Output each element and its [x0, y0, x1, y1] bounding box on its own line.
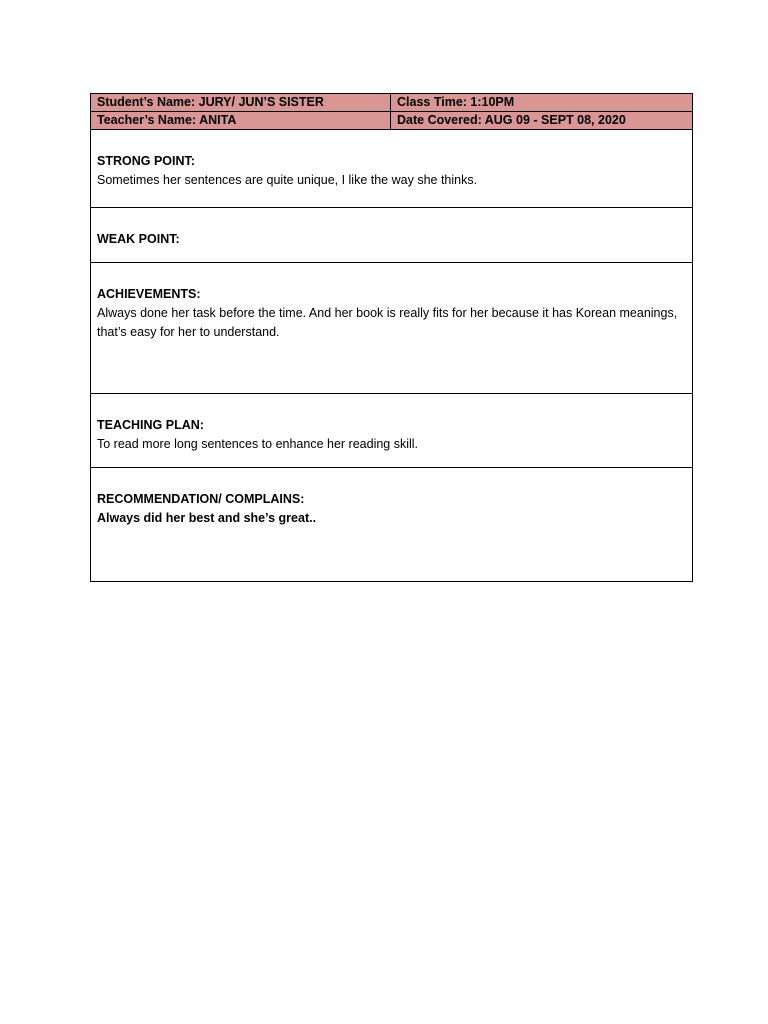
strong-point-label: STRONG POINT: [97, 154, 195, 168]
recommendation-row [91, 468, 693, 582]
achievements-row [91, 263, 693, 394]
strong-point-row [91, 130, 693, 208]
recommendation-text: Always did her best and she’s great.. [97, 511, 317, 525]
recommendation-label: RECOMMENDATION/ COMPLAINS: [97, 492, 305, 506]
student-name-cell: Student’s Name: JURY/ JUN’S SISTER [91, 94, 391, 112]
recommendation-section [91, 468, 693, 582]
achievements-text: Always done her task before the time. And her book is really fits for her because it has Korean meanings, that’s easy for her to understand. [97, 306, 678, 339]
strong-point-section [91, 130, 693, 208]
student-report-table [90, 93, 693, 582]
class-time-cell: Class Time: 1:10PM [391, 94, 693, 112]
achievements-label: ACHIEVEMENTS: [97, 287, 201, 301]
weak-point-label: WEAK POINT: [97, 232, 180, 246]
weak-point-row [91, 208, 693, 263]
header-row-2 [91, 112, 693, 130]
teaching-plan-row [91, 394, 693, 468]
strong-point-text: Sometimes her sentences are quite unique, I like the way she thinks. [97, 173, 478, 187]
teaching-plan-text: To read more long sentences to enhance her reading skill. [97, 437, 419, 451]
achievements-section [91, 263, 693, 394]
teaching-plan-section [91, 394, 693, 468]
header-row-1 [91, 94, 693, 112]
date-covered-cell: Date Covered: AUG 09 - SEPT 08, 2020 [391, 112, 693, 130]
weak-point-section [91, 208, 693, 263]
teaching-plan-label: TEACHING PLAN: [97, 418, 204, 432]
teacher-name-cell: Teacher’s Name: ANITA [91, 112, 391, 130]
